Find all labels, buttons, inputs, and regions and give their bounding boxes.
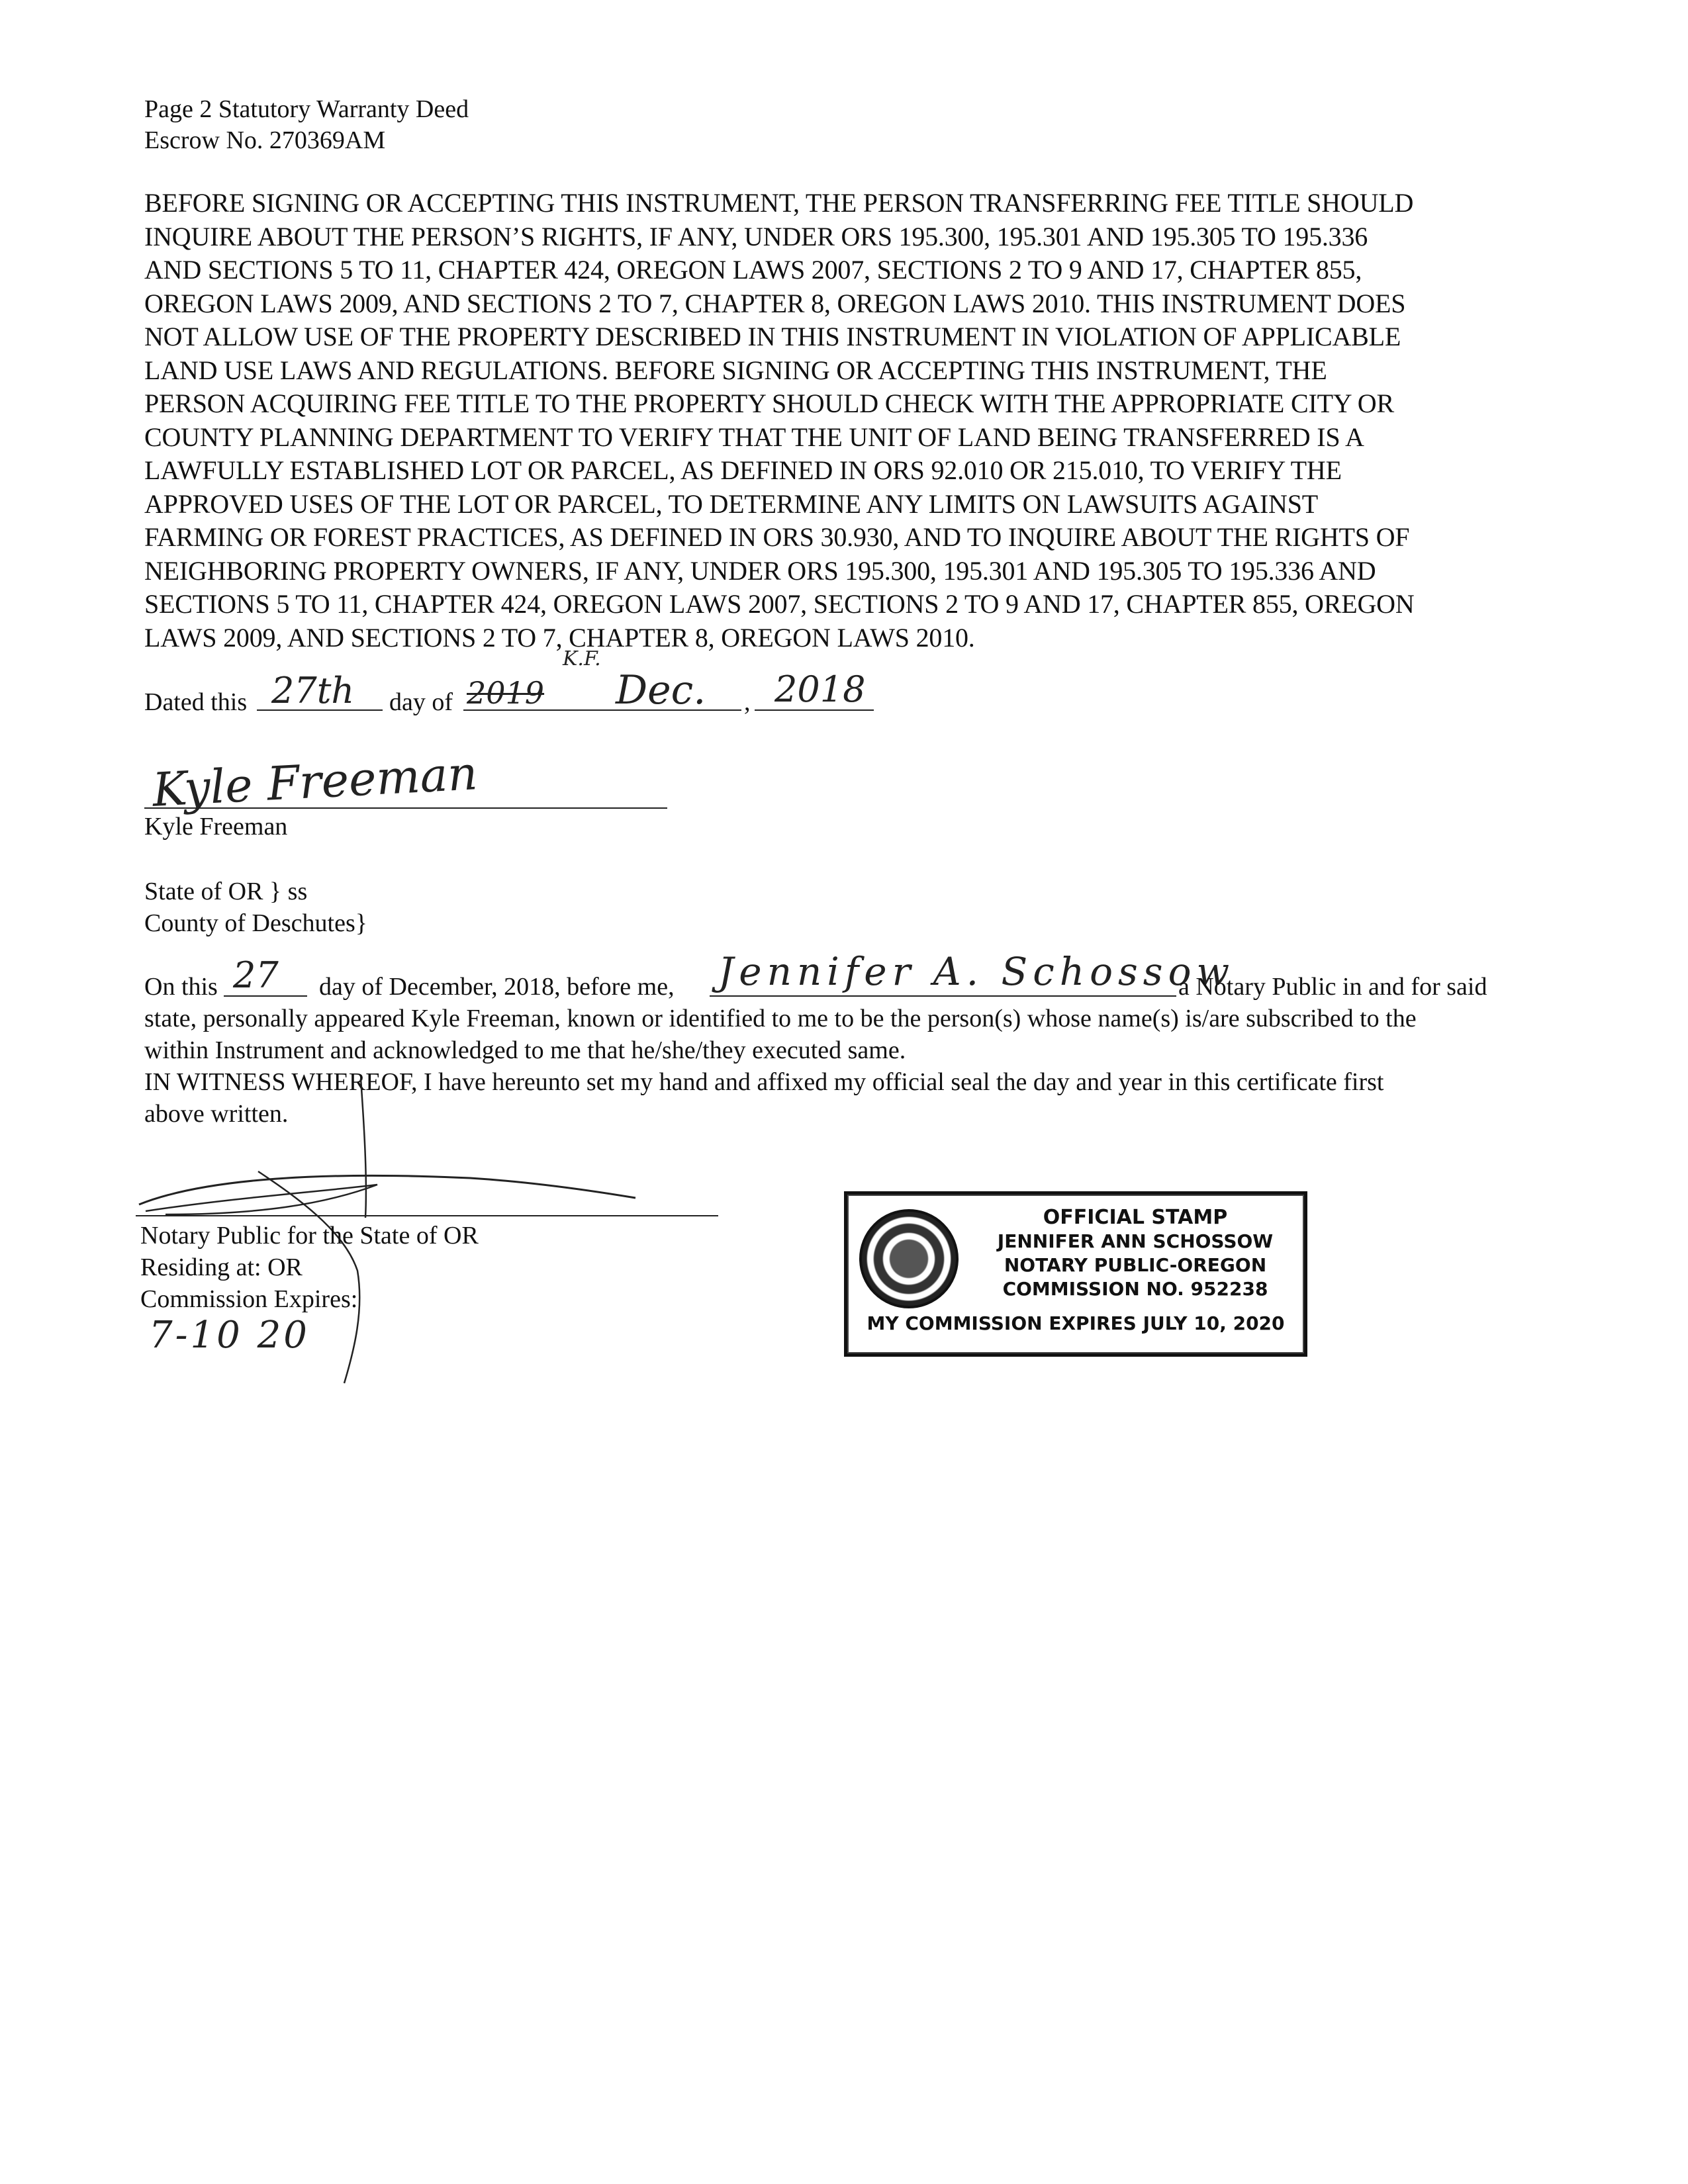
notary-public-label: Notary Public for the State of OR bbox=[140, 1222, 479, 1250]
ack-notary-signature: Jennifer A. Schossow bbox=[718, 949, 1235, 994]
disclosure-line: BEFORE SIGNING OR ACCEPTING THIS INSTRUMENT, THE PERSON TRANSFERRING FEE TITLE SHOULD bbox=[144, 188, 1414, 218]
ack-line-3: within Instrument and acknowledged to me that he/she/they executed same. bbox=[144, 1036, 906, 1064]
dated-day-handwritten: 27th bbox=[271, 670, 355, 711]
dated-month-handwritten: Dec. bbox=[616, 667, 706, 713]
stamp-notary-name: JENNIFER ANN SCHOSSOW bbox=[997, 1230, 1274, 1252]
disclosure-line: INQUIRE ABOUT THE PERSON’S RIGHTS, IF ANY, UNDER ORS 195.300, 195.301 AND 195.305 TO 195.336 bbox=[144, 221, 1368, 251]
grantor-signature: Kyle Freeman bbox=[151, 746, 479, 817]
disclosure-line: LAWS 2009, AND SECTIONS 2 TO 7, CHAPTER 8, OREGON LAWS 2010. bbox=[144, 622, 975, 653]
venue-county: County of Deschutes} bbox=[144, 909, 367, 937]
grantor-printed-name: Kyle Freeman bbox=[144, 813, 288, 841]
disclosure-line: OREGON LAWS 2009, AND SECTIONS 2 TO 7, CHAPTER 8, OREGON LAWS 2010. THIS INSTRUMENT DOES bbox=[144, 288, 1406, 318]
dated-initials: K.F. bbox=[563, 647, 601, 670]
official-notary-stamp bbox=[844, 1191, 1307, 1357]
notary-signature-line bbox=[136, 1215, 718, 1216]
notary-commission-label: Commission Expires: bbox=[140, 1285, 358, 1313]
venue-state: State of OR } ss bbox=[144, 878, 308, 905]
disclosure-line: FARMING OR FOREST PRACTICES, AS DEFINED IN ORS 30.930, AND TO INQUIRE ABOUT THE RIGHTS OF bbox=[144, 522, 1410, 552]
ack-witness-line: IN WITNESS WHEREOF, I have hereunto set my hand and affixed my official seal the day and year in this certificate first bbox=[144, 1068, 1384, 1096]
disclosure-line: NEIGHBORING PROPERTY OWNERS, IF ANY, UNDER ORS 195.300, 195.301 AND 195.305 TO 195.336 AND bbox=[144, 555, 1376, 586]
disclosure-line: LAWFULLY ESTABLISHED LOT OR PARCEL, AS DEFINED IN ORS 92.010 OR 215.010, TO VERIFY THE bbox=[144, 455, 1342, 485]
stamp-commission-number: COMMISSION NO. 952238 bbox=[1002, 1278, 1268, 1300]
grantor-signature-line bbox=[144, 807, 667, 809]
ack-date-text: day of December, 2018, before me, bbox=[319, 973, 675, 1001]
dated-year-handwritten: 2018 bbox=[774, 668, 866, 710]
page-header-title: Page 2 Statutory Warranty Deed bbox=[144, 95, 469, 123]
stamp-expiration: MY COMMISSION EXPIRES JULY 10, 2020 bbox=[867, 1312, 1285, 1334]
disclosure-line: PERSON ACQUIRING FEE TITLE TO THE PROPERTY SHOULD CHECK WITH THE APPROPRIATE CITY OR bbox=[144, 388, 1394, 418]
stamp-title: OFFICIAL STAMP bbox=[1043, 1206, 1228, 1229]
dated-comma: , bbox=[744, 688, 751, 716]
ack-notary-title: a Notary Public in and for said bbox=[1178, 973, 1487, 1001]
ors-disclosure-paragraph bbox=[144, 187, 1554, 655]
disclosure-line: APPROVED USES OF THE LOT OR PARCEL, TO DETERMINE ANY LIMITS ON LAWSUITS AGAINST bbox=[144, 488, 1318, 519]
disclosure-line: COUNTY PLANNING DEPARTMENT TO VERIFY THAT THE UNIT OF LAND BEING TRANSFERRED IS A bbox=[144, 422, 1364, 452]
dated-label: Dated this bbox=[144, 688, 248, 716]
dated-struck-year: 2019 bbox=[467, 675, 545, 711]
ack-notary-underline bbox=[710, 995, 1176, 997]
ack-line-5: above written. bbox=[144, 1100, 289, 1128]
ack-on-this: On this bbox=[144, 973, 218, 1001]
disclosure-line: AND SECTIONS 5 TO 11, CHAPTER 424, OREGON LAWS 2007, SECTIONS 2 TO 9 AND 17, CHAPTER 855, bbox=[144, 255, 1362, 285]
escrow-number: Escrow No. 270369AM bbox=[144, 126, 386, 154]
disclosure-line: SECTIONS 5 TO 11, CHAPTER 424, OREGON LAWS 2007, SECTIONS 2 TO 9 AND 17, CHAPTER 855, OREGON bbox=[144, 589, 1415, 619]
notary-residing: Residing at: OR bbox=[140, 1253, 303, 1281]
ack-line-2: state, personally appeared Kyle Freeman, known or identified to me to be the person(s) whose name(s) is/are subscribed to the bbox=[144, 1005, 1417, 1032]
notary-expires-handwritten: 7-10 20 bbox=[149, 1314, 310, 1357]
disclosure-line: LAND USE LAWS AND REGULATIONS. BEFORE SIGNING OR ACCEPTING THIS INSTRUMENT, THE bbox=[144, 355, 1327, 385]
ack-day-handwritten: 27 bbox=[233, 954, 279, 996]
dated-day-of-label: day of bbox=[389, 688, 453, 716]
stamp-notary-state: NOTARY PUBLIC-OREGON bbox=[1004, 1254, 1267, 1276]
state-seal-icon bbox=[859, 1209, 959, 1308]
disclosure-line: NOT ALLOW USE OF THE PROPERTY DESCRIBED IN THIS INSTRUMENT IN VIOLATION OF APPLICABLE bbox=[144, 322, 1401, 351]
